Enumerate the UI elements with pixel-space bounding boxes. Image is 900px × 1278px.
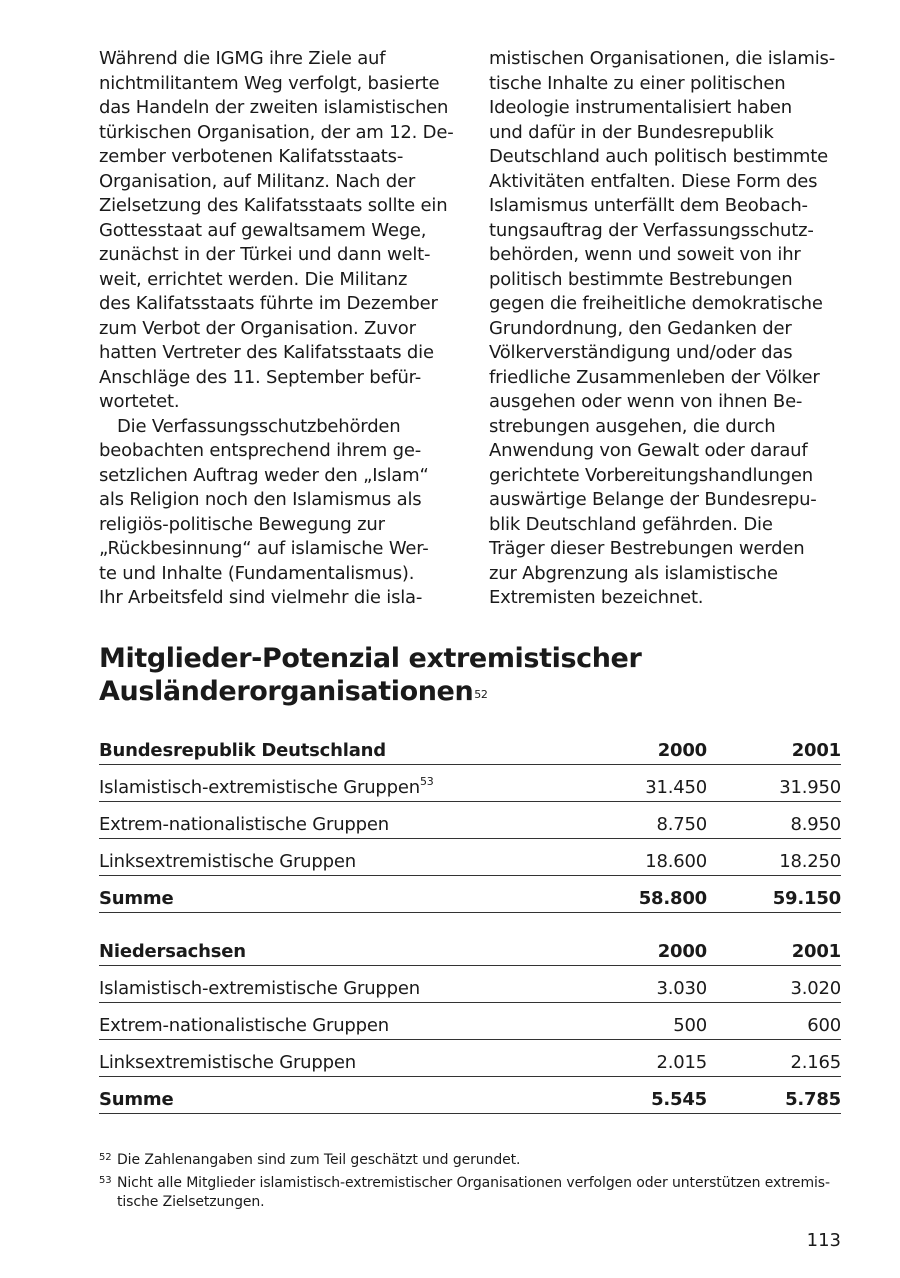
body-line: des Kalifatsstaats führte im Dezember [99, 293, 438, 314]
body-line: Organisation, auf Militanz. Nach der [99, 170, 416, 192]
table-row [99, 802, 841, 839]
body-line: tungsauftrag der Verfassungsschutz- [489, 219, 814, 241]
body-line: das Handeln der zweiten islamistischen [99, 97, 449, 118]
table-row [99, 966, 841, 1003]
body-line: politisch bestimmte Bestrebungen [489, 268, 793, 290]
body-line: beobachten entsprechend ihrem ge- [99, 440, 422, 461]
section-title [99, 642, 641, 708]
cell-2000: 500 [673, 1015, 707, 1036]
footnote-ref: 53 [419, 775, 434, 788]
table-row [99, 839, 841, 876]
body-line: Islamismus unterfällt dem Beobach- [489, 195, 808, 216]
footnote-number: 52 [99, 1152, 112, 1163]
sum-2001: 5.785 [785, 1089, 841, 1110]
body-line: Deutschland auch politisch bestimmte [489, 146, 828, 167]
row-label: Extrem-nationalistische Gruppen [99, 1015, 389, 1036]
footnotes [99, 1151, 841, 1216]
body-line: Ihr Arbeitsfeld sind vielmehr die isla- [99, 587, 423, 608]
row-label: Linksextremistische Gruppen [99, 851, 356, 872]
body-line: zur Abgrenzung als islamistische [489, 562, 778, 584]
table-header-label: Niedersachsen [99, 941, 246, 962]
body-line: friedliche Zusammenleben der Völker [489, 366, 820, 388]
body-line: gegen die freiheitliche demokratische [489, 293, 823, 314]
row-label [99, 765, 607, 802]
body-line: zember verbotenen Kalifatsstaats- [99, 146, 404, 167]
body-line: weit, errichtet werden. Die Militanz [99, 268, 408, 290]
cell-2000: 8.750 [656, 814, 707, 835]
body-line: nichtmilitantem Weg verfolgt, basierte [99, 72, 440, 94]
body-line: türkischen Organisation, der am 12. De- [99, 121, 454, 143]
section-title-line-2 [99, 675, 641, 708]
sum-2001: 59.150 [772, 888, 841, 909]
table-sum-row [99, 876, 841, 913]
body-line: zunächst in der Türkei und dann welt- [99, 244, 431, 265]
body-line: Gottesstaat auf gewaltsamem Wege, [99, 219, 427, 241]
sum-2000: 58.800 [638, 888, 707, 909]
body-line: tische Inhalte zu einer politischen [489, 72, 786, 94]
body-line: Träger dieser Bestrebungen werden [489, 538, 805, 559]
table-header-year: 2001 [791, 740, 841, 761]
sum-label: Summe [99, 888, 174, 909]
body-column-left [99, 47, 469, 611]
body-line: Während die IGMG ihre Ziele auf [99, 48, 386, 69]
cell-2001: 31.950 [779, 777, 841, 798]
footnote-text [117, 1174, 841, 1212]
body-line: te und Inhalte (Fundamentalismus). [99, 562, 415, 584]
footnote-ref: 52 [474, 688, 488, 701]
body-line: Aktivitäten entfalten. Diese Form des [489, 170, 818, 192]
cell-2001: 8.950 [790, 814, 841, 835]
table-header-year: 2000 [657, 740, 707, 761]
footnote [99, 1174, 841, 1212]
cell-2000: 18.600 [645, 851, 707, 872]
table-bundesrepublik [99, 728, 841, 913]
sum-2000: 5.545 [651, 1089, 707, 1110]
body-line: auswärtige Belange der Bundesrepu- [489, 489, 817, 510]
body-line: Ideologie instrumentalisiert haben [489, 97, 792, 118]
table-row [99, 1040, 841, 1077]
body-line: als Religion noch den Islamismus als [99, 489, 422, 510]
body-line: Die Verfassungsschutzbehörden [117, 415, 401, 437]
cell-2000: 3.030 [656, 978, 707, 999]
body-line: gerichtete Vorbereitungshandlungen [489, 464, 813, 486]
table-header-row [99, 929, 841, 966]
row-label: Extrem-nationalistische Gruppen [99, 814, 389, 835]
body-line: Extremisten bezeichnet. [489, 587, 704, 608]
body-line: ausgehen oder wenn von ihnen Be- [489, 391, 803, 412]
body-line: zum Verbot der Organisation. Zuvor [99, 317, 416, 339]
body-line: wortetet. [99, 391, 180, 412]
body-line: Grundordnung, den Gedanken der [489, 317, 792, 339]
sum-label: Summe [99, 1089, 174, 1110]
row-label: Linksextremistische Gruppen [99, 1052, 356, 1073]
row-label-text: Islamistisch-extremistische Gruppen [99, 777, 420, 798]
table-header-year: 2001 [791, 941, 841, 962]
footnote [99, 1151, 841, 1170]
cell-2001: 3.020 [790, 978, 841, 999]
body-line: religiös-politische Bewegung zur [99, 513, 385, 535]
table-sum-row [99, 1077, 841, 1114]
section-title-text: Ausländerorganisationen [99, 676, 474, 707]
body-line: behörden, wenn und soweit von ihr [489, 244, 801, 265]
body-column-right [489, 47, 859, 611]
cell-2001: 2.165 [790, 1052, 841, 1073]
table-row [99, 1003, 841, 1040]
footnote-number: 53 [99, 1175, 112, 1186]
body-line: blik Deutschland gefährden. Die [489, 513, 773, 535]
footnote-line: Nicht alle Mitglieder islamistisch-extremistischer Organisationen verfolgen oder unterstützen extremis- [117, 1175, 830, 1191]
table-header-label: Bundesrepublik Deutschland [99, 740, 386, 761]
row-label: Islamistisch-extremistische Gruppen [99, 978, 420, 999]
table-header-row [99, 728, 841, 765]
body-line: mistischen Organisationen, die islamis- [489, 48, 836, 69]
table-header-year: 2000 [657, 941, 707, 962]
body-line: strebungen ausgehen, die durch [489, 415, 776, 437]
cell-2001: 18.250 [779, 851, 841, 872]
footnote-line: tische Zielsetzungen. [117, 1194, 265, 1210]
table-row [99, 765, 841, 802]
body-line: Völkerverständigung und/oder das [489, 342, 793, 363]
body-line: Anschläge des 11. September befür- [99, 366, 422, 388]
body-line: Anwendung von Gewalt oder darauf [489, 440, 808, 461]
cell-2000: 2.015 [656, 1052, 707, 1073]
body-line: und dafür in der Bundesrepublik [489, 121, 774, 143]
cell-2000: 31.450 [645, 777, 707, 798]
table-niedersachsen [99, 929, 841, 1114]
page-number: 113 [806, 1230, 841, 1251]
body-line: hatten Vertreter des Kalifatsstaats die [99, 342, 434, 363]
cell-2001: 600 [807, 1015, 841, 1036]
body-line: setzlichen Auftrag weder den „Islam“ [99, 464, 429, 486]
section-title-line-1: Mitglieder-Potenzial extremistischer [99, 643, 642, 674]
footnote-text: Die Zahlenangaben sind zum Teil geschätzt und gerundet. [117, 1152, 521, 1168]
body-line: Zielsetzung des Kalifatsstaats sollte ein [99, 195, 448, 216]
body-line: „Rückbesinnung“ auf islamische Wer- [99, 538, 429, 559]
